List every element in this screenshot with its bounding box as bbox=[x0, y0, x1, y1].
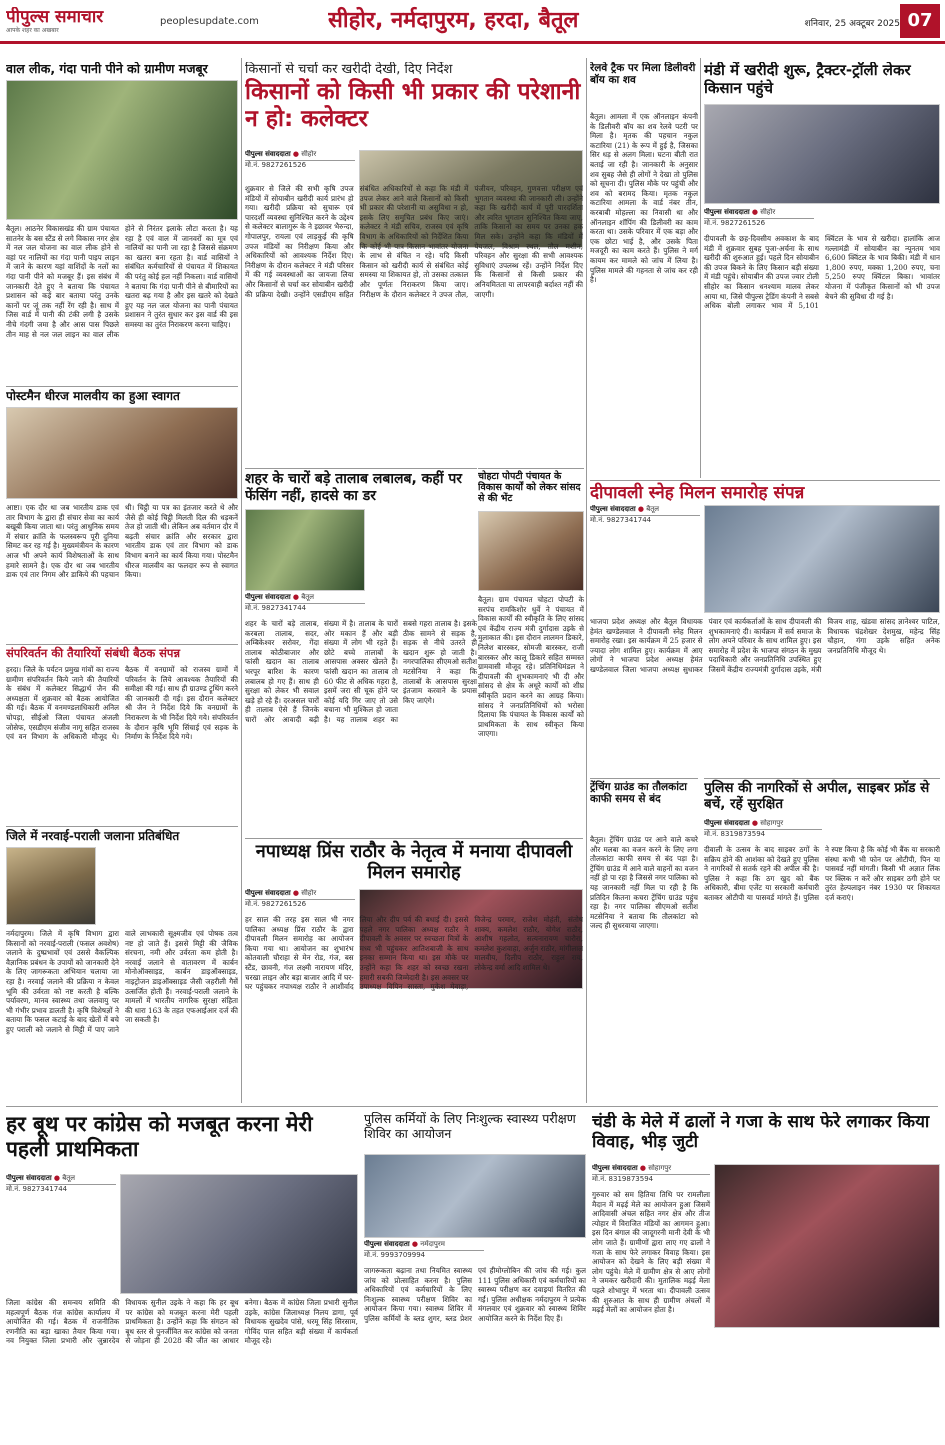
photo-congress-meeting bbox=[120, 1174, 358, 1294]
byline-block: पीपुल्स संवाददाता ● सोहागपुर मो.नं. 8319873594 bbox=[592, 1164, 710, 1188]
photo-stubble-burning bbox=[6, 847, 96, 925]
headline: पोस्टमैन धीरज मालवीय का हुआ स्वागत bbox=[6, 389, 180, 403]
article-cyber-fraud bbox=[704, 778, 940, 1104]
article-water-leak bbox=[6, 62, 238, 382]
kicker: किसानों से चर्चा कर खरीदी देखी, दिए निर्देश bbox=[245, 62, 453, 77]
byline-city: सीहोर bbox=[760, 208, 776, 216]
byline-name: पीपुल्स संवाददाता bbox=[704, 208, 750, 216]
headline: मंडी में खरीदी शुरू, ट्रैक्टर-ट्रॉली लेकर किसान पहुंचे bbox=[704, 62, 911, 97]
body-text: शहर के चारों बड़े तालाब, करबला तालाब, सदर, अम्बिकेश्वर सरोवर, गेंदा तालाब कोठीबाजार और फांसी खदान का तालाब भरपूर बारिश के कारण लबालब हो गए हैं। साथ ही सुरक्षा को लेकर भी सवाल खड़े हो रहे हैं। दरअसल चारों ही तालाब ऐसे हैं जिनके चारों ओर आवादी बढ़ी संख्या में है। तालाब के चारों ओर मकान हैं और बड़ी संख्या में लोग भी रहते हैं। छोटे बच्चे तालाबों के आसपास अक्सर खेलते हैं। फांसी खदान का तालाब तो 60 फीट से अधिक गहरा है, इसमें जरा सी चूक होने पर कोई यदि गिर जाए तो उसे बचाना भी मुश्किल हो जाता है। यह तालाब शहर का सबसे गहरा तालाब है। इसके ठीक सामने से सड़क है, सड़क से नीचे उतरते ही खदान शुरू हो जाती है। नगरपालिका सीएमओ सतीश मटसेनिया ने कहा कि तालाबों के आसपास सुरक्षा इंतजाम करवाने के प्रयास किए जाएंगे। bbox=[245, 619, 477, 724]
headline: ट्रेंचिंग ग्राउंड का तौलकांटा काफी समय से बंद bbox=[590, 781, 687, 806]
brand-logo[interactable] bbox=[6, 7, 156, 37]
site-url[interactable]: peoplesupdate.com bbox=[160, 16, 259, 27]
column-rule bbox=[241, 58, 242, 1103]
article-city-lakes bbox=[245, 468, 477, 834]
byline-mobile: मो.नं. 9827261526 bbox=[704, 219, 766, 227]
headline: चोहटा पोपटी पंचायत के विकास कार्यों को लेकर सांसद से की भेंट bbox=[478, 471, 581, 505]
body-text: बैतूल। आठनेर विकासखंड की ग्राम पंचायत सातनेर के बस स्टैंड से लगे विकास नगर क्षेत्र में नल जल योजना का वाल लीक होने से वहां पर नालियों का गंदा पानी पाइप लाइन में जाने के कारण यहां वाशिंदों के नलों का गंदा पानी पीने को मजबूर हैं। इस संबंध में जानकारी देते हुए ने बताया कि पंचायत प्रशासन को कई बार बताया परंतु उनके कानों पर जूं तक नहीं रेंग रही है। साथ में जिस वार्ड में पानी की टंकी लगी है उसके नीचे गंदगी जमा है और आस पास पिछले तीन माह से नल जल लाइन का वाल लीक होने से निरंतर इलाके लौटा करता है। यह रहा है एवं वाल में जानवरों का मूत्र एवं नालियों का पानी जा रहा है जिससे संक्रमण का खतरा बना रहता है। वार्ड वासियों ने संबंधित कर्मचारियों से पंचायत में शिकायत की परंतु कोई हल नहीं निकला। वार्ड वासियों ने बताया कि गंदा पानी पीने से बीमारियों का खतरा बढ़ गया है और इस खतरे को देखते हुए यह नल जल योजना का पानी पंचायत प्रशासन ने तुरंत सुधार कर इस वार्ड की इस समस्या का तुरंत निराकरण करना चाहिए। bbox=[6, 224, 238, 339]
byline-mobile: मो.नं. 9993709994 bbox=[364, 1251, 426, 1259]
article-collector-lead bbox=[245, 62, 583, 464]
body-text: बैतूल। आमला में एक ऑनलाइन कंपनी के डिलीवरी बॉय का शव रेलवे पटरी पर मिला है। मृतक की पहचान नकुल कटारिया (21) के रूप में हुई है, जिसका सिर धड़ से अलग मिला। घटना बीती रात बताई जा रही है। जानकारी के अनुसार शव सुबह जैसे ही लोगों ने देखा तो पुलिस को सूचना दी। पुलिस मौके पर पहुंची और शव को बरामद किया। मृतक नकुल कटारिया आमला के वार्ड नंबर तीन, करबाबी मोहल्ला का निवासी था और ऑनलाइन शॉपिंग की डिलीवरी का काम करता था। उसके परिवार में एक बड़ा और एक छोटा भाई है, और उसके पिता मजदूरी का काम करते हैं। पुलिस ने मर्ग कायम कर मामले को जांच में लिया है। पुलिस मामले की गहनता से जांच कर रही है। bbox=[590, 112, 698, 285]
headline: शहर के चारों बड़े तालाब लबालब, कहीं पर फेंसिंग नहीं, हादसे का डर bbox=[245, 471, 463, 504]
column-rule bbox=[586, 58, 587, 1103]
body-text: हर साल की तरह इस साल भी नगर पालिका अध्यक्ष प्रिंस राठौर के द्वारा दीपावली मिलन समारोह का आयोजन किया गया था। आयोजन का शुभारंभ कोतवाली चौराहा से मेन रोड, गंज, बस स्टैंड, छावनी, गंज लक्ष्मी नारायण मंदिर, चरखा लाइन और बड़ा बाजार आदि में घर-घर पहुंचकर नपाध्यक्ष राठौर ने आशीर्वाद लिया और दीप पर्व की बधाई दी। इससे पहले नगर पालिका अध्यक्ष राठौर ने दीपावली के अवसर पर स्वच्छता मित्रों के मध्य भी पहुंचकर आतिशबाजी के साथ इनका सम्मान किया था। इस मौके पर उन्होंने कहा कि शहर को स्वच्छ रखना हमारी सबकी जिम्मेदारी है। इस अवसर पर उपाध्यक्ष विपिन सास्ता, मुकेश मेवाड़ा, विजेन्द्र परमार, राजेश मोहंती, संतोष शाक्य, कमलेश राठौर, योगेश राठौर, आशीष गहलोत, सत्यनारायण चारौरा, कमलेश कुशवाहा, अर्जुन राठौर, मांगीलाल मालवीय, दिलीप राठौर, राहुल राय, लोकेन्द्र वर्मा आदि शामिल थे। bbox=[245, 915, 583, 992]
byline-city: नर्मदापुरम bbox=[420, 1240, 445, 1248]
byline-mobile: मो.नं. 9827341744 bbox=[590, 516, 652, 524]
section-title bbox=[328, 6, 688, 38]
body-text: आष्टा। एक दौर था जब भारतीय डाक एवं तार विभाग के द्वारा ही संचार सेवा का कार्य बखूबी किया जाता था। परंतु आधुनिक समय में संचार क्रांति के फलस्वरूप पूरी दुनिया सिमट कर रह गई है। मुख्यमंत्रीयन के कारण आज भी अपने कार्य विशेषताओं के साथ हमारे सामने है। एक दौर था जब भारतीय डाक एवं तार निगम और डाकिये की पहचान थी। चिट्ठी या पत्र का इंतजार करते थे और जैसे ही कोई चिट्ठी मिलती दिल की धड़कनें तेज हो जाती थी। लेकिन अब वर्तमान दौर में बढ़ती संचार क्रांति और सरकार द्वारा भारतीय डाक एवं तार विभाग को डाक विभाग बनाने का कार्य किया गया। पोस्टमैन धीरज मालवीय का फलदार रूप से स्वागत किया। bbox=[6, 503, 238, 580]
byline-block: पीपुल्स संवाददाता ● सीहोर मो.नं. 9827261526 bbox=[245, 150, 355, 180]
issue-date: शनिवार, 25 अक्टूबर 2025 bbox=[804, 19, 900, 29]
body-text: जागरूकता बढ़ाना तथा नियमित स्वास्थ्य जांच को प्रोत्साहित करना है। पुलिस अधिकारियों एवं कर्मचारियों के लिए निःशुल्क स्वास्थ्य परीक्षण शिविर का आयोजन किया गया। स्वास्थ्य शिविर में पुलिस कर्मियों के ब्लड शुगर, ब्लड प्रेशर एवं हीमोग्लोबिन की जांच की गई। कुल 111 पुलिस अधिकारी एवं कर्मचारियों का स्वास्थ्य परीक्षण कर दवाइयां वितरित की गईं। पुलिस अधीक्षक नर्मदापुरम ने प्रत्येक मंगलवार एवं शुक्रवार को स्वास्थ्य शिविर आयोजित करने के निर्देश दिए हैं। bbox=[364, 1266, 586, 1323]
byline-city: सीहोर bbox=[301, 889, 317, 897]
headline: रेलवे ट्रैक पर मिला डिलीवरी बॉय का शव bbox=[590, 62, 696, 87]
photo-water-leak bbox=[6, 80, 238, 220]
byline-mobile: मो.नं. 9827261526 bbox=[245, 900, 307, 908]
byline-name: पीपुल्स संवाददाता bbox=[245, 889, 291, 897]
byline-mobile: मो.नं. 8319873594 bbox=[592, 1175, 654, 1183]
byline-block: पीपुल्स संवाददाता ● बैतूल मो.नं. 9827341744 bbox=[6, 1174, 116, 1198]
photo-mela-crowd bbox=[714, 1164, 940, 1328]
body-text: हरदा। जिले के पर्यटन प्रमुख गांवों का राज्य ग्रामीण संपरिवर्तन किये जाने की तैयारियों के संबंध में कलेक्टर सिद्धार्थ जैन की अध्यक्षता में शुक्रवार को बैठक आयोजित की गई। बैठक में वनमण्डलाधिकारी अनिल चोपड़ा, सीईओ जिला पंचायत अंजली जोसेफ, एसडीएम संजीव नागू सहित राजस्व एवं वन विभाग के अधिकारी मौजूद थे। बैठक में वनग्रामों को राजस्व ग्रामों में परिवर्तन के लिये आवश्यक तैयारियों की समीक्षा की गई। साथ ही ग्राउण्ड ट्रूथिंग करने की जानकारी दी गई। इस दौरान कलेक्टर श्री जैन ने निर्देश दिये कि वनग्रामों के निराकरण के भी निर्देश दिये गये। संपरिवर्तन के दौरान कृषि भूमि सिंचाई एवं सड़क के निर्माण के निर्देश दिये गये। bbox=[6, 665, 238, 742]
photo-postman-welcome bbox=[6, 407, 238, 499]
byline-mobile: मो.नं. 9827341744 bbox=[245, 604, 307, 612]
byline-block: पीपुल्स संवाददाता ● सीहोर मो.नं. 9827261526 bbox=[704, 208, 814, 232]
byline-name: पीपुल्स संवाददाता bbox=[590, 505, 636, 513]
body-text: भाजपा प्रदेश अध्यक्ष और बैतूल विधायक हेमंत खण्डेलवाल ने दीपावली स्नेह मिलन समारोह रखा। इस कार्यक्रम में 25 हजार से ज्यादा लोग शामिल हुए। कार्यक्रम में आए लोगों ने भाजपा प्रदेश अध्यक्ष हेमंत खण्डेलवाल जिला भाजपा अध्यक्ष सुधाकर पंवार एवं कार्यकर्ताओं के साथ दीपावली की शुभकामनाएं दी। कार्यक्रम में सर्व समाज के लोग अपने परिवार के साथ शामिल हुए। इस समारोह में प्रदेश के भाजपा संगठन के मुख्य पदाधिकारी और जनप्रतिनिधि उपस्थित हुए जिसमें केंद्रीय राज्यमंत्री दुर्गादास उइके, मंत्री विजय शाह, खंडवा सांसद ज्ञानेश्वर पाटिल, विधायक चंद्रशेखर देशमुख, महेन्द्र सिंह चौहान, गंगा उइके सहित अनेक जनप्रतिनिधि मौजूद थे। bbox=[590, 617, 940, 674]
article-chandi-mela bbox=[592, 1112, 940, 1442]
byline-block: पीपुल्स संवाददाता ● सोहागपुर मो.नं. 8319873594 bbox=[704, 819, 822, 843]
article-sneh-milan-betul bbox=[590, 480, 940, 774]
byline-name: पीपुल्स संवाददाता bbox=[704, 819, 750, 827]
byline-name: पीपुल्स संवाददाता bbox=[364, 1240, 410, 1248]
headline: संपरिवर्तन की तैयारियों संबंधी बैठक संपन्न bbox=[6, 646, 181, 660]
byline-name: पीपुल्स संवाददाता bbox=[6, 1174, 52, 1182]
headline: वाल लीक, गंदा पानी पीने को ग्रामीण मजबूर bbox=[6, 62, 208, 76]
photo-health-camp bbox=[364, 1154, 586, 1238]
article-chohta-panchayat bbox=[478, 468, 584, 834]
byline-city: बैतूल bbox=[62, 1174, 75, 1182]
headline: चंडी के मेले में ढालों ने गजा के साथ फेरे लगाकर किया विवाह, भीड़ जुटी bbox=[592, 1112, 930, 1153]
section-divider bbox=[6, 1106, 938, 1107]
article-trenching-ground bbox=[590, 778, 698, 1104]
logo-text: पीपुल्स समाचार bbox=[6, 7, 104, 27]
byline-city: सोहागपुर bbox=[760, 819, 784, 827]
headline: जिले में नरवाई-पराली जलाना प्रतिबंधित bbox=[6, 829, 180, 843]
byline-city: सीहोर bbox=[301, 150, 317, 158]
headline: किसानों को किसी भी प्रकार की परेशानी न हो: कलेक्टर bbox=[245, 79, 581, 133]
photo-lake bbox=[245, 509, 365, 591]
byline-name: पीपुल्स संवाददाता bbox=[245, 150, 291, 158]
body-text: बैतूल। ग्राम पंचायत चोहटा पोपटी के सरपंच रामकिशोर धुर्वे ने पंचायत में विकास कार्यों की स्वीकृति के लिए सांसद एवं केंद्रीय राज्य मंत्री दुर्गादास उइके से मुलाकात की। इस दौरान लालमन डिकारे, निलेश बारस्कर, सोमजी बारस्कर, राजी बारस्कर और कालू डिकारे सहित सम्मस्त ग्रामवासी मौजूद रहे। प्रतिनिधिमंडल ने दीपावली की शुभकामनाएं भी दी और सांसद से क्षेत्र के अधूरे कार्यों को शीघ्र स्वीकृति प्रदान करने का आग्रह किया। सांसद ने जनप्रतिनिधियों को भरोसा दिलाया कि पंचायत के विकास कार्यों को प्राथमिकता के साथ स्वीकृत किया जाएगा। bbox=[478, 595, 584, 739]
logo-tagline: आपके शहर का अखबार bbox=[6, 27, 59, 34]
article-police-health-camp bbox=[364, 1112, 586, 1442]
headline: हर बूथ पर कांग्रेस को मजबूत करना मेरी पहली प्राथमिकता bbox=[6, 1112, 313, 1161]
headline: दीपावली स्नेह मिलन समारोह संपन्न bbox=[590, 483, 805, 503]
byline-mobile: मो.नं. 8319873594 bbox=[704, 830, 766, 838]
article-stubble-burning bbox=[6, 826, 238, 1104]
column-rule bbox=[700, 58, 701, 478]
byline-name: पीपुल्स संवाददाता bbox=[245, 593, 291, 601]
headline: पुलिस कर्मियों के लिए निःशुल्क स्वास्थ्य परीक्षण शिविर का आयोजन bbox=[364, 1112, 576, 1141]
masthead bbox=[0, 0, 945, 44]
section-title-text: सीहोर, नर्मदापुरम, हरदा, बैतूल bbox=[328, 8, 579, 33]
article-postman bbox=[6, 386, 238, 640]
body-text: जिला कांग्रेस की समन्वय समिति की महत्वपूर्ण बैठक गंज कांग्रेस कार्यालय में आयोजित की गई। बैठक में राजनीतिक रणनीति का बड़ा खाका तैयार किया गया। नव नियुक्त जिला प्रभारी और जुन्नारदेव विधायक सुनील उइके ने कहा कि हर बूथ पर कांग्रेस को मजबूत करना मेरी पहली प्राथमिकता है। उन्होंने कहा कि संगठन को बूथ स्तर से पुनर्जीवित कर कांग्रेस को जनता से जोड़ना ही 2028 की जीत का आधार बनेगा। बैठक में कांग्रेस जिला प्रभारी सुनील उइके, कांग्रेस जिलाध्यक्ष निलय डागा, पूर्व विधायक सुखदेव पांसे, धरमू सिंह सिरसाम, गोविंद पाल सहित बड़ी संख्या में कार्यकर्ता मौजूद रहे। bbox=[6, 1298, 358, 1346]
body-text: नर्मदापुरम। जिले में कृषि विभाग द्वारा किसानों को नरवाई-पराली (फसल अवशेष) जलाने के दुष्प्रभावों एवं उससे वैकल्पिक वैज्ञानिक प्रबंधन के उपायों को जानकारी देने के लिए जागरूकता अभियान चलाया जा रहा है। नरवाई जलाने की प्रक्रिया न केवल भूमि की उर्वरता को नष्ट करती है बल्कि पर्यावरण, मानव स्वास्थ्य तथा जलवायु पर भी गंभीर प्रभाव डालती है। कृषि विशेषज्ञों ने बताया कि फसल कटाई के बाद खेतों में बचे हुए पराली को जलाने से मिट्टी में पाए जाने वाले लाभकारी सूक्ष्मजीव एवं पोषक तत्व नष्ट हो जाते हैं। इससे मिट्टी की जैविक संरचना, नमी और उर्वरता कम होती है। नरवाई जलाने से वातावरण में कार्बन मोनोऑक्साइड, कार्बन डाइऑक्साइड, नाइट्रोजन डाइऑक्साइड जैसी जहरीली गैसें उत्सर्जित होती हैं। नरवाई-पराली जलाने के मामलों में भारतीय नागरिक सुरक्षा संहिता की धारा 163 के तहत एफआईआर दर्ज की जा सकती है। bbox=[6, 929, 238, 1034]
body-text: दीवाली के उत्सव के बाद साइबर ठगों के सक्रिय होने की आशंका को देखते हुए पुलिस ने नागरिकों से सतर्क रहने की अपील की है। पुलिस ने कहा कि ठग खुद को बैंक अधिकारी, बीमा एजेंट या सरकारी कर्मचारी बताकर ओटीपी या पासवर्ड मांगते हैं। पुलिस ने स्पष्ट किया है कि कोई भी बैंक या सरकारी संस्था कभी भी फोन पर ओटीपी, पिन या पासवर्ड नहीं मांगती। किसी भी अज्ञात लिंक पर क्लिक न करें और साइबर ठगी होने पर तुरंत हेल्पलाइन नंबर 1930 पर शिकायत दर्ज कराएं। bbox=[704, 845, 940, 902]
article-congress-booth bbox=[6, 1112, 358, 1442]
byline-block: पीपुल्स संवाददाता ● बैतूल मो.नं. 9827341744 bbox=[590, 505, 700, 529]
byline-mobile: मो.नं. 9827341744 bbox=[6, 1185, 68, 1193]
byline-block: पीपुल्स संवाददाता ● सीहोर मो.नं. 9827261526 bbox=[245, 889, 355, 913]
article-conversion-meeting bbox=[6, 644, 238, 822]
body-text: गुरुवार को सम हितिया तिथि पर रामलीला मैदान में मढ़ई मेले का आयोजन हुआ जिसमें आदिवासी अंचल सहित नगर क्षेत्र और तीज त्योहार में विराजित मंडियों का आगमन हुआ। इस दिन बंगाल की जादूगरनी मानी देवी के भी लोग जाते हैं। ग्रामीणों द्वारा लाए गए ढालों ने गजा के साथ फेरे लगाकर विवाह किया। इस आयोजन को देखने के लिए बड़ी संख्या में लोग पहुंचे। मेले में ग्रामीण क्षेत्र से आए लोगों ने जमकर खरीदारी की। मुतालिक मढ़ई मेला पहले शोभापुर में भरता था। दीपावली उत्सव की शुरुआत के साथ ही ग्रामीण अंचलों में मढ़ई मेलों का आयोजन होता है। bbox=[592, 1190, 710, 1315]
body-text: शुक्रवार से जिले की सभी कृषि उपज मंडियों में सोयाबीन खरीदी कार्य प्रारंभ हो गया। खरीदी प्रक्रिया को सुचारू एवं पारदर्शी व्यवस्था सुनिश्चित करने के उद्देश्य से कलेक्टर बालागुरू के ने इछावर भैरुन्दा, गोपालपुर, रायला एवं लाड़कुई की कृषि उपज मंडियों का निरीक्षण किया और अधिकारियों को आवश्यक निर्देश दिए। निरीक्षण के दौरान कलेक्टर ने मंडी परिसर में की गई व्यवस्थाओं का जायजा लिया और किसानों से चर्चा कर सोयाबीन खरीदी की प्रक्रिया देखी। उन्होंने एसडीएम सहित संबंधित अधिकारियों से कहा कि मंडी में उपज लेकर आने वाले किसानों को किसी भी प्रकार की परेशानी या असुविधा न हो, इसके लिए समुचित प्रबंध किए जाएं। कलेक्टर ने मंडी सचिव, राजस्व एवं कृषि विभाग के अधिकारियों को निर्देशित किया कि कोई भी पात्र किसान भावांतर योजना के लाभ से वंचित न रहे। यदि किसी किसान को खरीदी कार्य से संबंधित कोई समस्या या शिकायत हो, तो उसका तत्काल और पूर्णतः निराकरण किया जाए। निरीक्षण के दौरान कलेक्टर ने उपज तौल, पंजीयन, परिवहन, गुणवत्ता परीक्षण एवं भुगतान व्यवस्था की जानकारी ली। उन्होंने कहा कि खरीदी कार्य में पूरी पारदर्शिता और त्वरित भुगतान सुनिश्चित किया जाए, ताकि किसानों का समय पर उनका हक मिल सके। उन्होंने कहा कि मंडियों में पेयजल, विश्राम स्थल, तौल मशीन, परिवहन और सुरक्षा की सभी आवश्यक सुविधाएं उपलब्ध रहें। उन्होंने निर्देश दिए कि किसानों से किसी प्रकार की अनियमितता या लापरवाही बर्दाश्त नहीं की जाएगी। bbox=[245, 184, 583, 299]
photo-sneh-milan bbox=[704, 505, 940, 613]
article-railway-body bbox=[590, 62, 698, 478]
byline-city: बैतूल bbox=[646, 505, 659, 513]
headline: नपाध्यक्ष प्रिंस राठौर के नेतृत्व में मनाया दीपावली मिलन समारोह bbox=[255, 841, 573, 884]
body-text: बैतूल। ट्रेंचिंग ग्राउंड पर आने वाले कचरे और मलबा का वजन करने के लिए लगा तौलकांटा काफी समय से बंद पड़ा है। ट्रेंचिंग ग्राउंड में आने वाले वाहनों का वजन नहीं हो पा रहा है जिससे नगर पालिका को यह जानकारी नहीं मिल पा रही है कि प्रतिदिन कितना कचरा ट्रेंचिंग ग्राउंड पहुंच रहा है। नगर पालिका सीएमओ सतीश मटसेनिया ने बताया कि तौलकांटा को जल्द ही सुधरवाया जाएगा। bbox=[590, 835, 698, 931]
article-diwali-milan-sehore bbox=[245, 838, 583, 1104]
photo-mp-meeting bbox=[478, 511, 584, 591]
byline-city: सोहागपुर bbox=[648, 1164, 672, 1172]
byline-block: पीपुल्स संवाददाता ● बैतूल मो.नं. 9827341744 bbox=[245, 593, 365, 617]
article-mandi-purchase bbox=[704, 62, 940, 478]
page-number: 07 bbox=[900, 4, 940, 38]
byline-block: पीपुल्स संवाददाता ● नर्मदापुरम मो.नं. 9993709994 bbox=[364, 1240, 484, 1264]
headline: पुलिस की नागरिकों से अपील, साइबर फ्रॉड से बचें, रहें सुरक्षित bbox=[704, 780, 930, 812]
photo-mandi-farmers bbox=[704, 104, 940, 204]
byline-mobile: मो.नं. 9827261526 bbox=[245, 161, 307, 169]
byline-name: पीपुल्स संवाददाता bbox=[592, 1164, 638, 1172]
body-text: दीपावली के छह-दिवसीय अवकाश के बाद मंडी में शुक्रवार सुबह पूजा-अर्चना के साथ खरीदी की शुरुआत हुई। पहले दिन सोयाबीन की उपज बिकने के लिए किसान बड़ी संख्या में मंडी पहुंचे। सोयाबीन की उपज ज्वार टोली सीहोर का किसान धनश्याम मालव लेकर आया था, जिसे पीपुल्स ट्रेडिंग कंपनी ने सबसे अधिक बोली लगाकर भाव में 5,101 क्विंटल के भाव से खरीदा। हालांकि आज गल्लामंडी में सोयाबीन का न्यूनतम भाव 6,600 क्विंटल के भाव बिकी। मंडी में धान 1,800 रुपए, मक्का 1,200 रुपए, चना 5,250 रुपए क्विंटल बिका। भावांतर योजना में पंजीकृत किसानों को भी उपज बेचने की सुविधा दी गई है। bbox=[704, 234, 940, 311]
byline-city: बैतूल bbox=[301, 593, 314, 601]
